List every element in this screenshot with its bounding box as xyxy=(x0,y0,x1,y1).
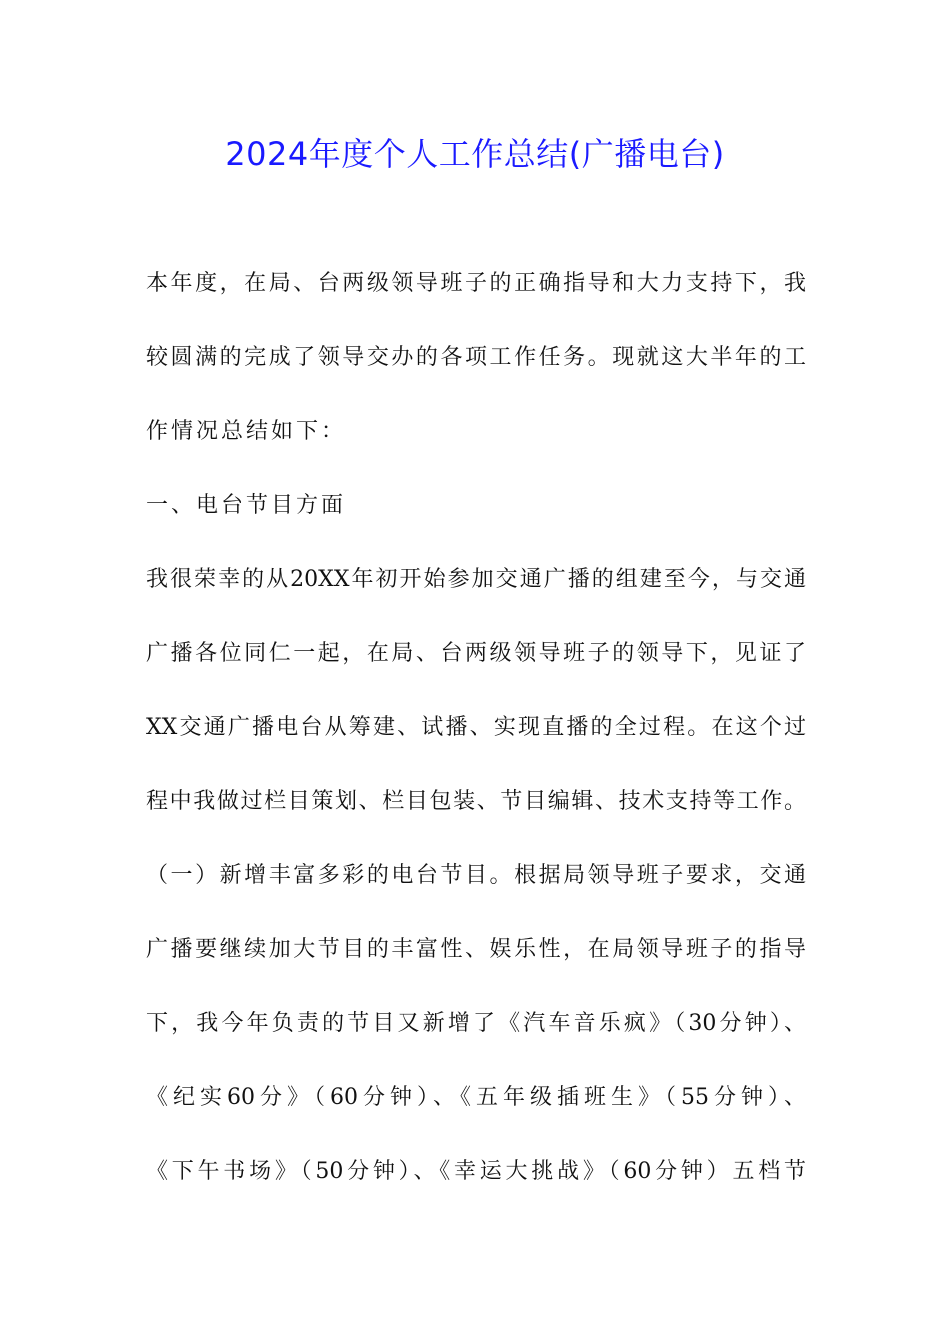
paragraph-line-4: 我很荣幸的从20XX年初开始参加交通广播的组建至今，与交通 xyxy=(146,567,806,592)
document-title: 2024年度个人工作总结(广播电台) xyxy=(225,135,725,173)
subsection-line-1: （一）新增丰富多彩的电台节目。根据局领导班子要求，交通 xyxy=(146,863,806,888)
paragraph-line-8: 广播要继续加大节目的丰富性、娱乐性，在局领导班子的指导 xyxy=(146,937,806,962)
paragraph-line-5: 广播各位同仁一起，在局、台两级领导班子的领导下，见证了 xyxy=(146,641,806,666)
paragraph-line-9: 下，我今年负责的节目又新增了《汽车音乐疯》（30分钟）、 xyxy=(146,1011,806,1036)
paragraph-line-11: 《下午书场》（50分钟）、《幸运大挑战》（60分钟）五档节 xyxy=(146,1159,806,1184)
paragraph-line-7: 程中我做过栏目策划、栏目包装、节目编辑、技术支持等工作。 xyxy=(146,789,806,814)
section-heading-1: 一、电台节目方面 xyxy=(146,493,347,518)
paragraph-line-6: XX交通广播电台从筹建、试播、实现直播的全过程。在这个过 xyxy=(146,715,806,740)
paragraph-line-10: 《纪实60分》（60分钟）、《五年级插班生》（55分钟）、 xyxy=(146,1085,806,1110)
paragraph-line-1: 本年度，在局、台两级领导班子的正确指导和大力支持下，我 xyxy=(146,271,806,296)
paragraph-line-3: 作情况总结如下： xyxy=(146,419,347,444)
paragraph-line-2: 较圆满的完成了领导交办的各项工作任务。现就这大半年的工 xyxy=(146,345,806,370)
